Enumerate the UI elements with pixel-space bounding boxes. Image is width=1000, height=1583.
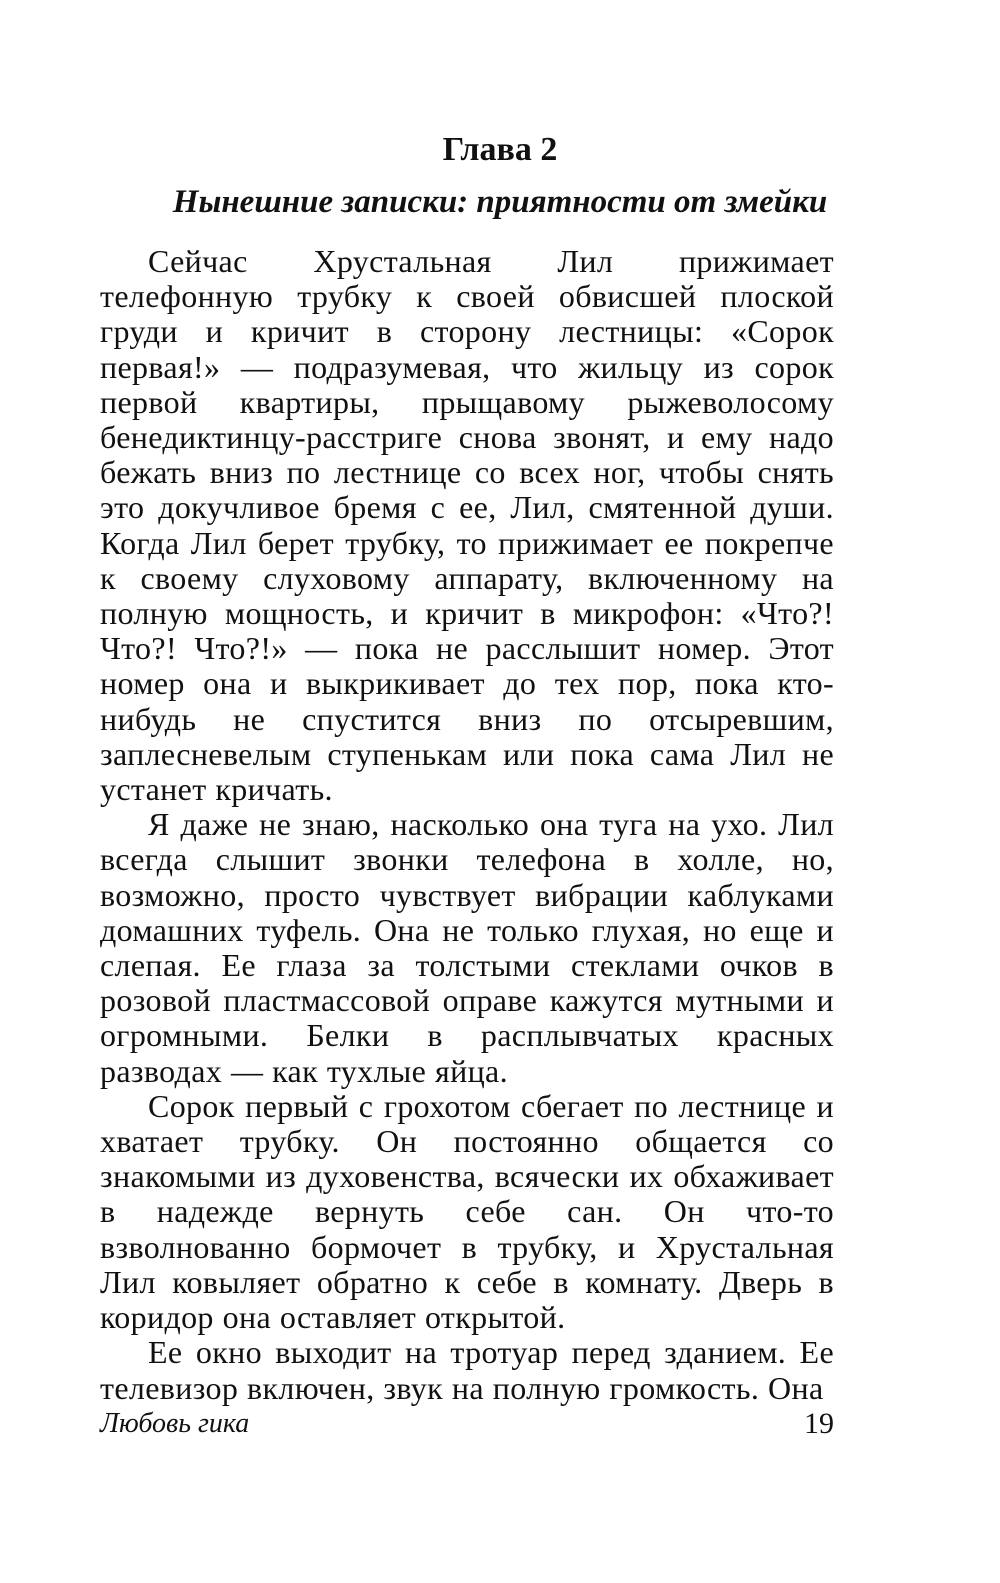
paragraph-1: Сейчас Хрустальная Лил прижимает телефонную трубку к своей обвисшей плоской груди и кричит в сторону лестницы: «Сорок первая!» — подразумевая, что жильцу из сорок первой квартиры, прыщавому рыжеволосому бенедиктинцу-расстриге снова звонят, и ему надо бежать вниз по лестнице со всех ног, чтобы снять это докучливое бремя с ее, Лил, смятенной души. Когда Лил берет трубку, то прижимает ее покрепче к своему слуховому аппарату, включенному на полную мощность, и кричит в микрофон: «Что?! Что?! Что?!» — пока не расслышит номер. Этот номер она и выкрикивает до тех пор, пока кто-нибудь не спустится вниз по отсыревшим, заплесневелым ступенькам или пока сама Лил не устанет кричать. [100, 243, 834, 808]
page-footer [100, 1404, 834, 1444]
page-number: 19 [804, 1407, 834, 1440]
chapter-title: Нынешние записки: приятности от змейки [172, 184, 828, 220]
paragraph-4: Ее окно выходит на тротуар перед зданием. Ее телевизор включен, звук на полную громкость. Она [100, 1334, 834, 1406]
paragraph-3: Сорок первый с грохотом сбегает по лестнице и хватает трубку. Он постоянно общается со знакомыми из духовенства, всячески их обхаживает в надежде вернуть себе сан. Он что-то взволнованно бормочет в трубку, и Хрустальная Лил ковыляет обратно к себе в комнату. Дверь в коридор она оставляет открытой. [100, 1087, 834, 1336]
chapter-number: Глава 2 [442, 131, 558, 168]
body-text [100, 244, 834, 1406]
running-title: Любовь гика [100, 1408, 250, 1439]
paragraph-2: Я даже не знаю, насколько она туга на ухо. Лил всегда слышит звонки телефона в холле, но, возможно, просто чувствует вибрации каблуками домашних туфель. Она не только глухая, но еще и слепая. Ее глаза за толстыми стеклами очков в розовой пластмассовой оправе кажутся мутными и огромными. Белки в расплывчатых красных разводах — как тухлые яйца. [100, 806, 834, 1089]
